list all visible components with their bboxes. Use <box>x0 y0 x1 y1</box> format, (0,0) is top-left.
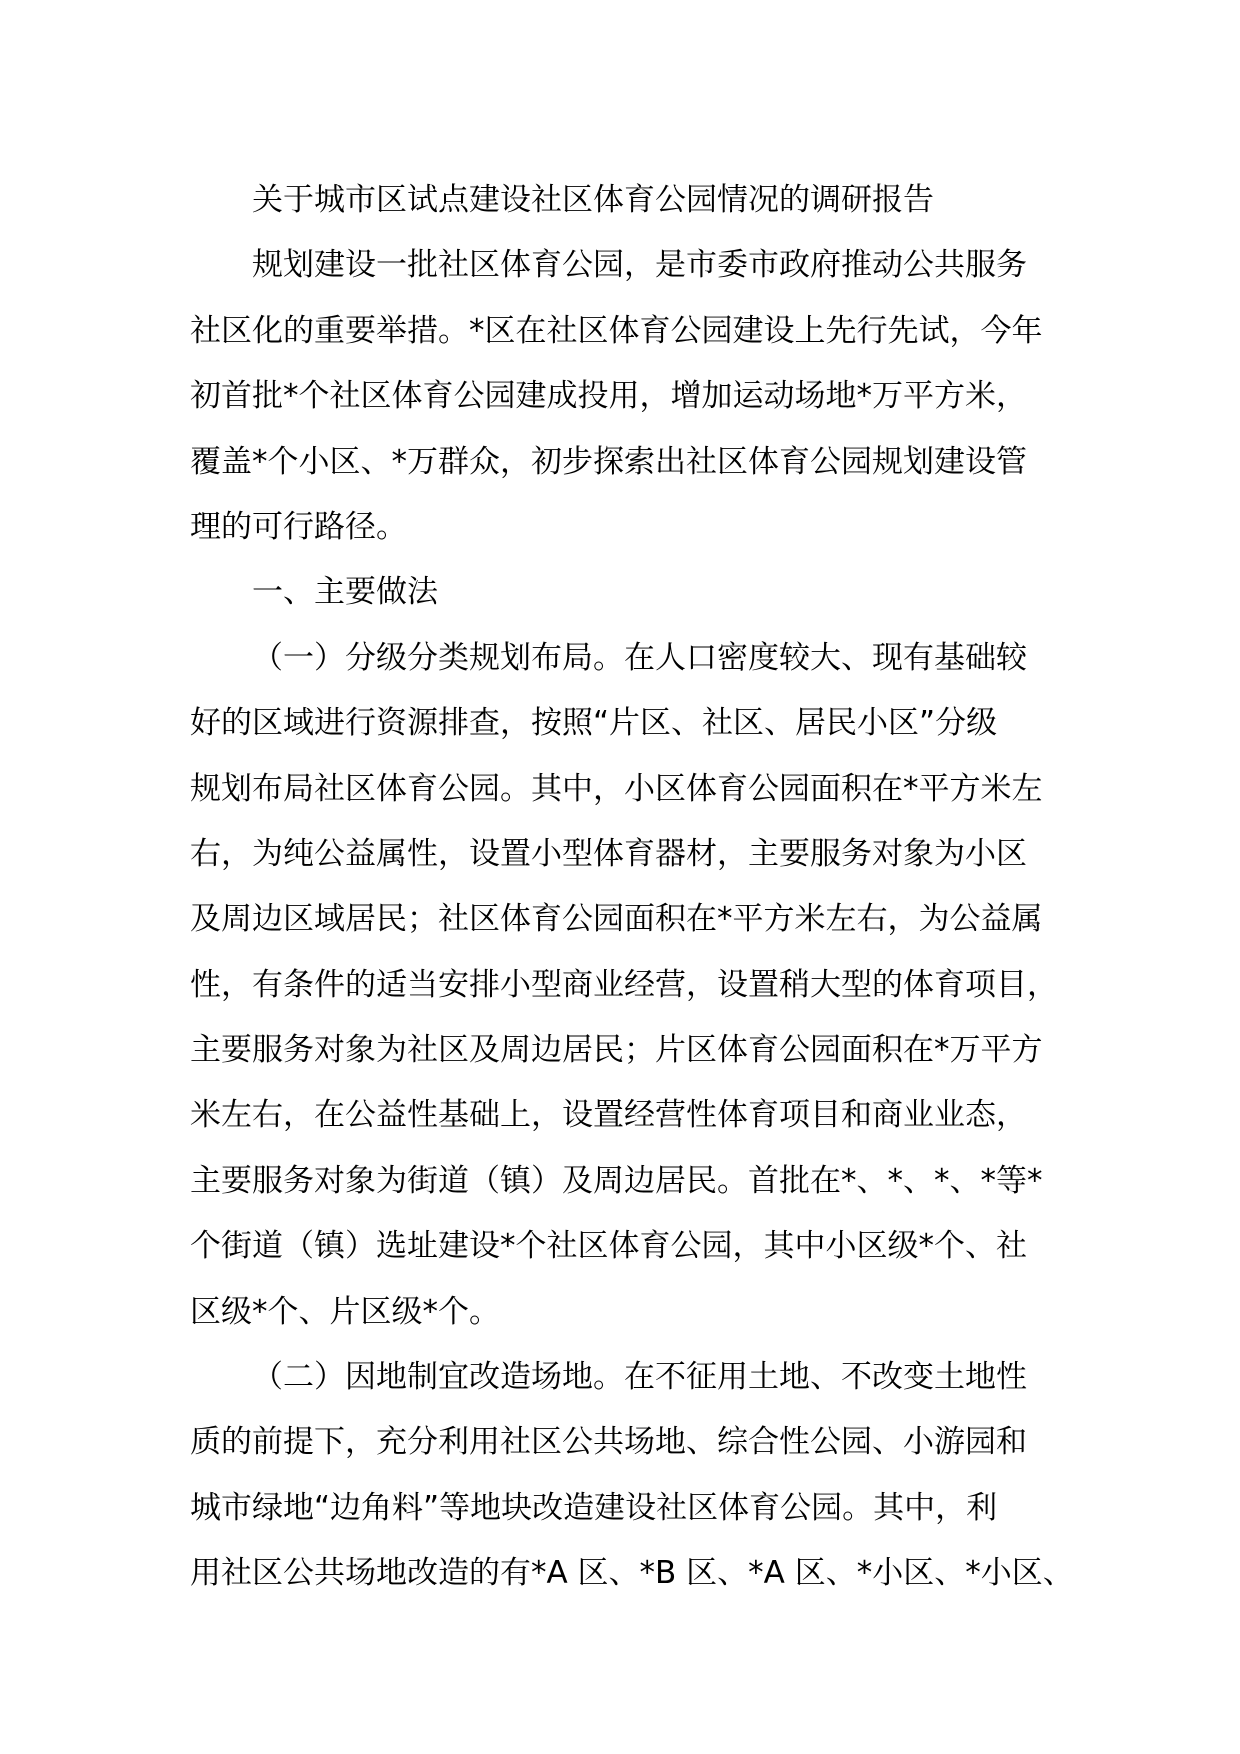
text-line: 一、主要做法 <box>252 574 438 611</box>
text-line: 社区化的重要举措。*区在社区体育公园建设上先行先试，今年 <box>190 312 1043 349</box>
text-line: 个街道（镇）选址建设*个社区体育公园，其中小区级*个、社 <box>190 1228 1027 1265</box>
text-line: 及周边区域居民；社区体育公园面积在*平方米左右，为公益属 <box>190 901 1043 938</box>
text-line: 主要服务对象为街道（镇）及周边居民。首批在*、*、*、*等* <box>190 1162 1043 1199</box>
text-line: （二）因地制宜改造场地。在不征用土地、不改变土地性 <box>252 1359 1027 1396</box>
text-line: 区级*个、片区级*个。 <box>190 1293 500 1330</box>
text-line: （一）分级分类规划布局。在人口密度较大、现有基础较 <box>252 639 1027 676</box>
text-line: 理的可行路径。 <box>190 508 407 545</box>
text-line: 城市绿地“边角料”等地块改造建设社区体育公园。其中，利 <box>190 1489 998 1526</box>
text-line: 性，有条件的适当安排小型商业经营，设置稍大型的体育项目， <box>190 966 1058 1003</box>
text-line: 米左右，在公益性基础上，设置经营性体育项目和商业业态， <box>190 1097 1027 1134</box>
text-line: 覆盖*个小区、*万群众，初步探索出社区体育公园规划建设管 <box>190 443 1027 480</box>
text-line: 用社区公共场地改造的有*A 区、*B 区、*A 区、*小区、*小区、 <box>190 1555 1074 1592</box>
document-text <box>190 233 1074 1606</box>
document-title: 关于城市区试点建设社区体育公园情况的调研报告 <box>252 182 934 218</box>
text-line: 主要服务对象为社区及周边居民；片区体育公园面积在*万平方 <box>190 1032 1043 1069</box>
text-line: 初首批*个社区体育公园建成投用，增加运动场地*万平方米， <box>190 378 1027 415</box>
text-line: 右，为纯公益属性，设置小型体育器材，主要服务对象为小区 <box>190 835 1027 872</box>
text-line: 规划布局社区体育公园。其中，小区体育公园面积在*平方米左 <box>190 770 1043 807</box>
document-body <box>190 168 1074 1607</box>
text-line: 好的区域进行资源排查，按照“片区、社区、居民小区”分级 <box>190 705 998 742</box>
text-line: 规划建设一批社区体育公园，是市委市政府推动公共服务 <box>252 247 1027 284</box>
text-line: 质的前提下，充分利用社区公共场地、综合性公园、小游园和 <box>190 1424 1027 1461</box>
